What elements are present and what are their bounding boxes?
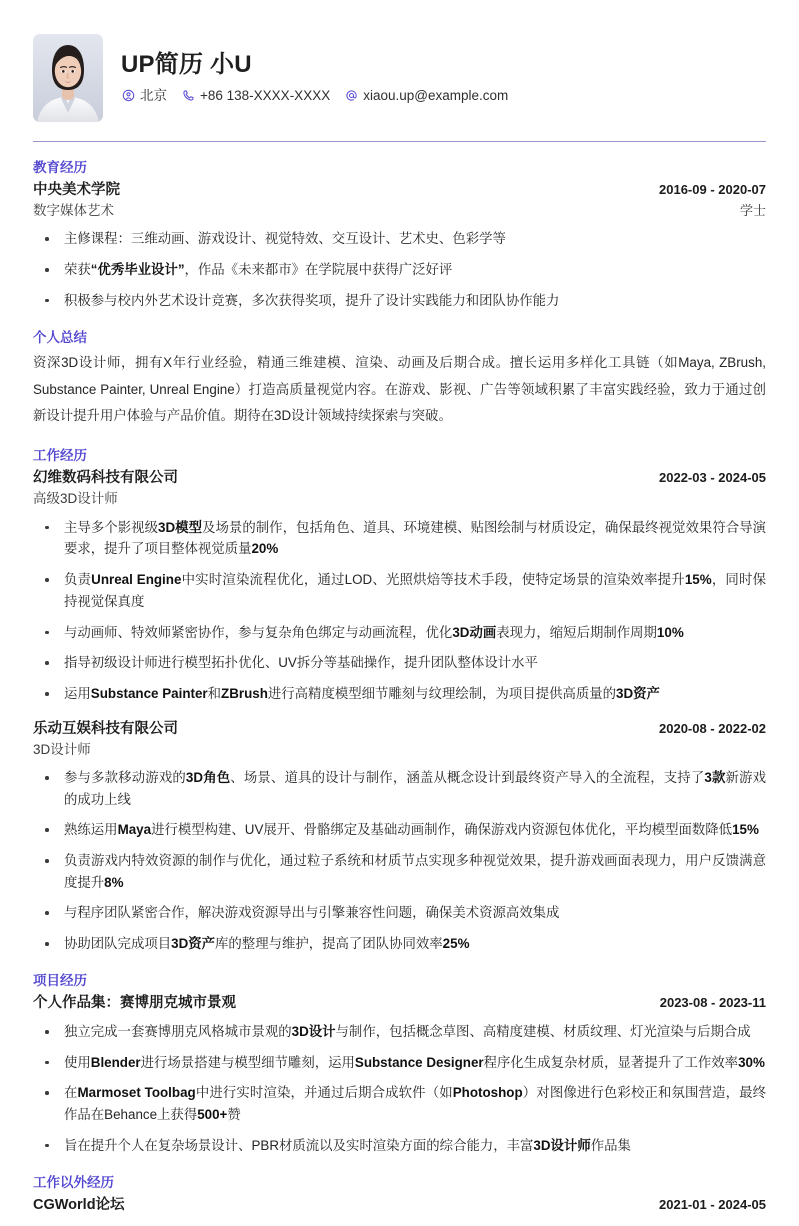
list-item: 参与多款移动游戏的3D角色、场景、道具的设计与制作，涵盖从概念设计到最终资产导入的全流程，支持了3款新游戏的成功上线	[33, 767, 766, 810]
section	[31, 159, 768, 312]
list-item: 负责Unreal Engine中实时渲染流程优化，通过LOD、光照烘焙等技术手段，使特定场景的渲染效率提升15%，同时保持视觉保真度	[33, 569, 766, 612]
resume-header	[31, 30, 768, 122]
header-divider	[33, 141, 766, 142]
bullet-list	[33, 228, 766, 311]
list-item: 旨在提升个人在复杂场景设计、PBR材质流以及实时渲染方面的综合能力，丰富3D设计师作品集	[33, 1135, 766, 1157]
section	[31, 972, 768, 1157]
entry-header-row	[33, 180, 766, 201]
entry-role: 数字媒体艺术	[33, 203, 114, 219]
entry-subheader-row	[33, 489, 766, 509]
entry-date-range: 2023-08 - 2023-11	[659, 995, 766, 1011]
contact-phone-text: +86 138-XXXX-XXXX	[200, 87, 331, 103]
list-item: 主修课程：三维动画、游戏设计、视觉特效、交互设计、艺术史、色彩学等	[33, 228, 766, 250]
section	[31, 447, 768, 955]
entry-organization: 幻维数码科技有限公司	[33, 470, 178, 487]
entry-header-row	[33, 719, 766, 740]
contact-row	[121, 88, 516, 104]
entry-date-range: 2022-03 - 2024-05	[659, 470, 766, 486]
location-pin-icon	[121, 89, 135, 103]
section	[31, 1174, 768, 1216]
section-title: 工作以外经历	[33, 1174, 114, 1190]
entry-header-row	[33, 1195, 766, 1216]
section	[31, 329, 768, 431]
experience-entry	[33, 180, 766, 311]
list-item: 在Marmoset Toolbag中进行实时渲染，并通过后期合成软件（如Photoshop）对图像进行色彩校正和氛围营造，最终作品在Behance上获得500+赞	[33, 1082, 766, 1125]
contact-email	[344, 88, 508, 104]
list-item: 与动画师、特效师紧密协作，参与复杂角色绑定与动画流程，优化3D动画表现力，缩短后期制作周期10%	[33, 622, 766, 644]
section-title: 个人总结	[33, 329, 87, 345]
entry-subheader-row	[33, 740, 766, 760]
entry-date-range: 2016-09 - 2020-07	[659, 182, 766, 198]
list-item: 使用Blender进行场景搭建与模型细节雕刻，运用Substance Designer程序化生成复杂材质，显著提升了工作效率30%	[33, 1052, 766, 1074]
experience-entry	[33, 1195, 766, 1216]
list-item: 运用Substance Painter和ZBrush进行高精度模型细节雕刻与纹理绘制，为项目提供高质量的3D资产	[33, 683, 766, 705]
contact-location	[121, 88, 167, 104]
summary-paragraph: 资深3D设计师，拥有X年行业经验，精通三维建模、渲染、动画及后期合成。擅长运用多样化工具链（如Maya, ZBrush, Substance Painter, Unreal Engine）打造高质量视觉内容。在游戏、影视、广告等领域积累了丰富实践经验，致力于通过创新设计提升用户体验与产品价值。期待在3D设计领域持续探索与突破。	[33, 354, 766, 424]
entry-organization: 中央美术学院	[33, 182, 120, 199]
resume-sections	[31, 159, 768, 1216]
avatar	[33, 34, 103, 122]
entry-date-range: 2020-08 - 2022-02	[659, 720, 766, 736]
experience-entry	[33, 719, 766, 955]
bullet-list	[33, 767, 766, 955]
entry-date-range: 2021-01 - 2024-05	[659, 1196, 766, 1212]
contact-email-text: xiaou.up@example.com	[363, 87, 509, 103]
experience-entry	[33, 993, 766, 1157]
section-title: 教育经历	[33, 160, 87, 175]
list-item: 独立完成一套赛博朋克风格城市景观的3D设计与制作，包括概念草图、高精度建模、材质纹理、灯光渲染与后期合成	[33, 1021, 766, 1043]
list-item: 熟练运用Maya进行模型构建、UV展开、骨骼绑定及基础动画制作，确保游戏内资源包体优化，平均模型面数降低15%	[33, 819, 766, 841]
list-item: 主导多个影视级3D模型及场景的制作，包括角色、道具、环境建模、贴图绘制与材质设定，确保最终视觉效果符合导演要求，提升了项目整体视觉质量20%	[33, 517, 766, 560]
entry-organization: 乐动互娱科技有限公司	[33, 720, 178, 737]
experience-entry	[33, 468, 766, 704]
email-at-icon	[344, 89, 358, 103]
list-item: 荣获“优秀毕业设计”，作品《未来都市》在学院展中获得广泛好评	[33, 259, 766, 281]
phone-icon	[181, 89, 195, 103]
entry-extra: 学士	[739, 203, 766, 219]
list-item: 指导初级设计师进行模型拓扑优化、UV拆分等基础操作，提升团队整体设计水平	[33, 652, 766, 674]
bullet-list	[33, 517, 766, 705]
bullet-list	[33, 1021, 766, 1157]
entry-organization: 个人作品集：赛博朋克城市景观	[33, 995, 236, 1012]
list-item: 负责游戏内特效资源的制作与优化，通过粒子系统和材质节点实现多种视觉效果，提升游戏画面表现力，用户反馈满意度提升8%	[33, 850, 766, 893]
entry-header-row	[33, 993, 766, 1014]
list-item: 积极参与校内外艺术设计竞赛，多次获得奖项，提升了设计实践能力和团队协作能力	[33, 290, 766, 312]
entry-subheader-row	[33, 201, 766, 221]
entry-role: 3D设计师	[33, 741, 91, 757]
contact-location-text: 北京	[140, 87, 167, 103]
section-title: 项目经历	[33, 972, 87, 988]
contact-phone	[181, 88, 330, 104]
list-item: 与程序团队紧密合作，解决游戏资源导出与引擎兼容性问题，确保美术资源高效集成	[33, 902, 766, 924]
entry-header-row	[33, 468, 766, 489]
page-title: UP简历 小U	[121, 51, 252, 79]
list-item: 协助团队完成项目3D资产库的整理与维护，提高了团队协同效率25%	[33, 933, 766, 955]
identity-block	[121, 50, 516, 106]
section-title: 工作经历	[33, 448, 87, 464]
entry-organization: CGWorld论坛	[33, 1196, 125, 1213]
entry-role: 高级3D设计师	[33, 491, 118, 507]
